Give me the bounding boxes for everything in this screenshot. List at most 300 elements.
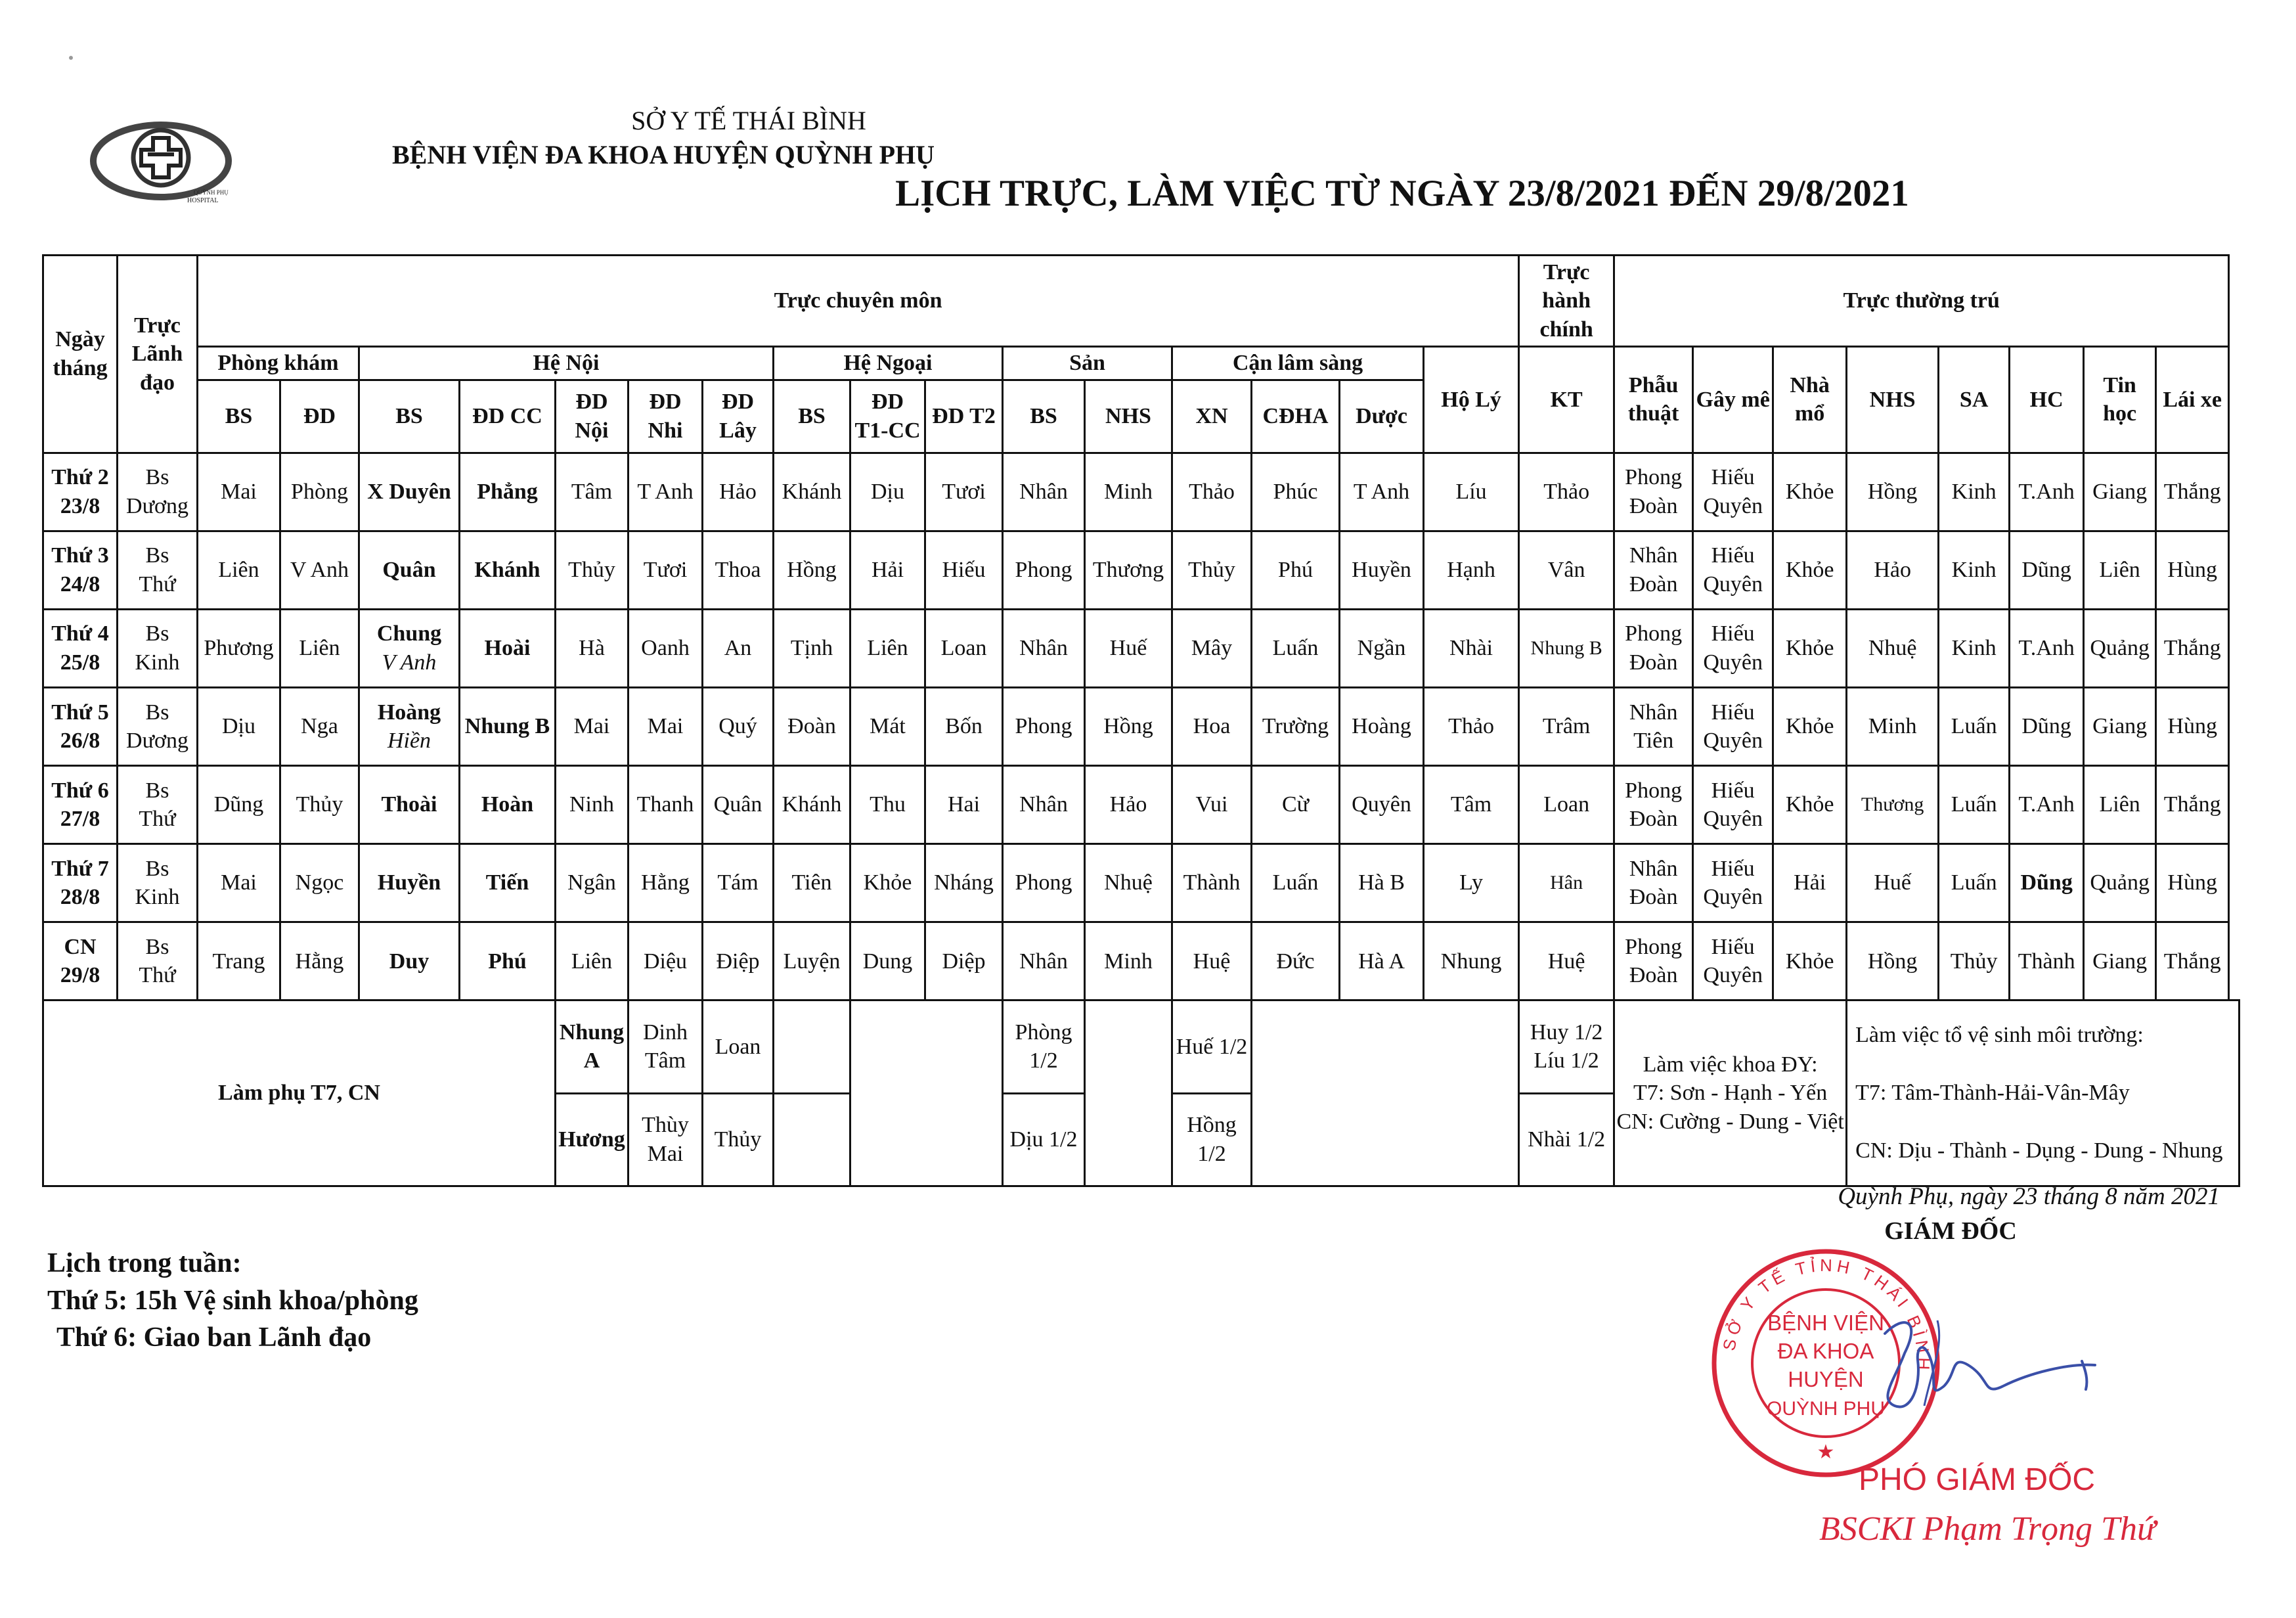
day-date: 25/8	[60, 650, 100, 675]
cell-lai-xe: Thắng	[2156, 453, 2229, 531]
weekend-t2-1a: Phòng	[1015, 1020, 1072, 1045]
cell-hn-dd-nhi: Diệu	[629, 922, 703, 1000]
cell-pt-1: Phong	[1625, 778, 1683, 803]
weekend-lay-2	[774, 1093, 850, 1186]
day-label: Thứ 4	[51, 621, 109, 646]
cell-gm-2: Quyên	[1703, 885, 1763, 910]
weekend-ddcc-1: Nhung A	[556, 1000, 629, 1093]
leader-name: Kinh	[135, 650, 180, 675]
stamp-line-3: HUYỆN	[1788, 1367, 1864, 1391]
header-kt: KT	[1519, 346, 1614, 453]
cell-sa: Kinh	[1939, 453, 2010, 531]
day-date: 29/8	[60, 963, 100, 988]
cell-sa: Thủy	[1939, 922, 2010, 1000]
cell-hn-bs-2: Hiền	[387, 729, 431, 753]
cell-nha-mo: Khỏe	[1773, 531, 1847, 609]
cell-ho-ly: Líu	[1424, 453, 1519, 531]
cell-duoc: Huyền	[1340, 531, 1424, 609]
header-leader: Trực Lãnh đạo	[118, 256, 198, 453]
cell-lai-xe: Hùng	[2156, 531, 2229, 609]
cell-hn-ddcc: Phú	[460, 922, 556, 1000]
cell-pt-2: Đoàn	[1629, 885, 1678, 910]
cell-hng-bs: Hồng	[774, 531, 850, 609]
cell-xn: Thảo	[1172, 453, 1252, 531]
header-clinic: Phòng khám	[198, 346, 359, 380]
notes-title: Lịch trong tuần:	[47, 1248, 242, 1278]
cell-hn-ddcc: Hoàn	[460, 766, 556, 844]
cell-sa: Luấn	[1939, 688, 2010, 766]
cell-gm-1: Hiếu	[1711, 621, 1755, 646]
weekend-nhi-1: Loan	[703, 1000, 774, 1093]
leader-title: Bs	[145, 465, 169, 490]
leader-title: Bs	[145, 778, 169, 803]
cell-nhs: Thương	[1847, 766, 1939, 844]
leader-name: Kinh	[135, 885, 180, 910]
header-midwife: NHS	[1847, 346, 1939, 453]
day-label: Thứ 5	[51, 700, 109, 725]
cell-nha-mo: Khỏe	[1773, 766, 1847, 844]
cell-pk-dd: Thủy	[280, 766, 359, 844]
day-date: 23/8	[60, 493, 100, 518]
cell-nha-mo: Khỏe	[1773, 922, 1847, 1000]
cell-san-nhs: Hồng	[1085, 688, 1172, 766]
stamp-line-2: ĐA KHOA	[1777, 1339, 1874, 1363]
cell-hn-bs: Quân	[382, 558, 436, 583]
cell-nhs: Hảo	[1847, 531, 1939, 609]
cell-tin-hoc: Liên	[2084, 531, 2156, 609]
cell-pt-1: Phong	[1625, 934, 1683, 959]
cell-gm-1: Hiếu	[1711, 778, 1755, 803]
cell-hc: T.Anh	[2010, 609, 2084, 687]
cell-san-bs: Phong	[1003, 688, 1085, 766]
signature	[1859, 1307, 2108, 1419]
cell-hn-ddcc: Hoài	[460, 609, 556, 687]
leader-name: Thứ	[139, 572, 176, 596]
header-orderly: Hộ Lý	[1424, 346, 1519, 453]
header-surgery: Phẫu thuật	[1614, 346, 1693, 453]
department-name: SỞ Y TẾ THÁI BÌNH	[631, 106, 866, 135]
cell-hn-dd-noi: Thủy	[556, 531, 629, 609]
cell-san-bs: Nhân	[1003, 922, 1085, 1000]
header-hn-dd-nhi: ĐD Nhi	[629, 380, 703, 453]
day-label: Thứ 6	[51, 778, 109, 803]
cell-hng-t2: Nháng	[925, 844, 1003, 922]
cell-pk-dd: Nga	[280, 688, 359, 766]
cell-pt-1: Nhân	[1629, 543, 1678, 568]
cell-gm-2: Quyên	[1703, 493, 1763, 518]
cell-ho-ly: Ly	[1424, 844, 1519, 922]
table-row	[43, 922, 2240, 1000]
dy-t7: T7: Sơn - Hạnh - Yến	[1633, 1081, 1828, 1106]
cell-xn: Vui	[1172, 766, 1252, 844]
cell-nhs: Huế	[1847, 844, 1939, 922]
cell-hn-dd-nhi: Mai	[629, 688, 703, 766]
cell-gm-1: Hiếu	[1711, 934, 1755, 959]
cell-hn-dd-lay: Quý	[703, 688, 774, 766]
header-pk-bs: BS	[198, 380, 280, 453]
cell-hn-dd-nhi: Oanh	[629, 609, 703, 687]
note-2: Thứ 6: Giao ban Lãnh đạo	[56, 1322, 372, 1353]
cell-sa: Kinh	[1939, 609, 2010, 687]
weekend-noi-1a: Dinh	[643, 1020, 688, 1045]
weekend-ddcc-2: Hương	[556, 1093, 629, 1186]
weekend-nhi-2: Thủy	[703, 1093, 774, 1186]
cell-pk-dd: V Anh	[280, 531, 359, 609]
header-xn: XN	[1172, 380, 1252, 453]
weekend-t2-2: Dịu 1/2	[1003, 1093, 1085, 1186]
vs-cn: CN: Dịu - Thành - Dụng - Dung - Nhung	[1855, 1138, 2223, 1163]
cell-pt-1: Phong	[1625, 465, 1683, 490]
cell-hng-t1cc: Liên	[850, 609, 925, 687]
cell-hn-dd-lay: Thoa	[703, 531, 774, 609]
cell-hn-dd-lay: Quân	[703, 766, 774, 844]
weekend-noi-1b: Tâm	[644, 1048, 686, 1073]
leader-title: Bs	[145, 856, 169, 881]
signing-date: Quỳnh Phụ, ngày 23 tháng 8 năm 2021	[1838, 1183, 2220, 1210]
note-1: Thứ 5: 15h Vệ sinh khoa/phòng	[47, 1285, 418, 1316]
cell-duoc: Hoàng	[1340, 688, 1424, 766]
header-hn-ddcc: ĐD CC	[460, 380, 556, 453]
cell-hn-bs: Thoài	[381, 792, 437, 817]
weekend-noi-2b: Mai	[647, 1141, 684, 1166]
cell-hng-t2: Loan	[925, 609, 1003, 687]
weekend-noi-2a: Thùy	[642, 1113, 689, 1138]
leader-name: Thứ	[139, 963, 176, 988]
weekend-holy-1a: Huy 1/2	[1530, 1020, 1603, 1045]
cell-lai-xe: Thắng	[2156, 609, 2229, 687]
stamp-line-1: BỆNH VIỆN	[1767, 1311, 1884, 1335]
cell-lai-xe: Thắng	[2156, 766, 2229, 844]
cell-hn-dd-noi: Mai	[556, 688, 629, 766]
cell-cdha: Đức	[1252, 922, 1340, 1000]
weekly-notes	[47, 1245, 418, 1357]
cell-pk-dd: Ngọc	[280, 844, 359, 922]
vs-t7: T7: Tâm-Thành-Hải-Vân-Mây	[1855, 1080, 2130, 1105]
cell-pt-2: Đoàn	[1629, 493, 1678, 518]
leader-title: Bs	[145, 934, 169, 959]
cell-hn-dd-noi: Tâm	[556, 453, 629, 531]
cell-gm-1: Hiếu	[1711, 700, 1755, 725]
weekend-blank-surgical	[850, 1000, 1003, 1186]
cell-duoc: Quyên	[1340, 766, 1424, 844]
leader-name: Thứ	[139, 807, 176, 832]
cell-hn-bs: X Duyên	[367, 480, 451, 505]
day-label: Thứ 7	[51, 856, 109, 881]
cell-hn-dd-nhi: Hằng	[629, 844, 703, 922]
cell-nhs: Hồng	[1847, 453, 1939, 531]
leader-name: Dương	[126, 493, 188, 518]
table-row	[43, 766, 2240, 844]
cell-hn-dd-noi: Ninh	[556, 766, 629, 844]
cell-sa: Kinh	[1939, 531, 2010, 609]
cell-xn: Thủy	[1172, 531, 1252, 609]
document-title: LỊCH TRỰC, LÀM VIỆC TỪ NGÀY 23/8/2021 ĐẾN 29/8/2021	[895, 173, 1909, 214]
table-row	[43, 688, 2240, 766]
signer-name: BSCKI Phạm Trọng Thứ	[1819, 1510, 2156, 1548]
cell-gm-2: Quyên	[1703, 963, 1763, 988]
cell-ho-ly: Tâm	[1424, 766, 1519, 844]
cell-nha-mo: Khỏe	[1773, 609, 1847, 687]
svg-text:★: ★	[1817, 1441, 1835, 1463]
header-san-bs: BS	[1003, 380, 1085, 453]
cell-pk-bs: Dũng	[198, 766, 280, 844]
duty-schedule-table	[42, 254, 2240, 1187]
cell-hn-dd-lay: Điệp	[703, 922, 774, 1000]
header-operating-room: Nhà mổ	[1773, 346, 1847, 453]
cell-gm-2: Quyên	[1703, 572, 1763, 596]
table-row	[43, 609, 2240, 687]
cell-hn-bs-2: V Anh	[382, 650, 437, 675]
cell-sa: Luấn	[1939, 766, 2010, 844]
cell-hn-dd-nhi: Tươi	[629, 531, 703, 609]
cell-hng-bs: Khánh	[774, 453, 850, 531]
cell-duoc: T Anh	[1340, 453, 1424, 531]
cell-cdha: Phúc	[1252, 453, 1340, 531]
cell-pk-bs: Trang	[198, 922, 280, 1000]
cell-ho-ly: Nhài	[1424, 609, 1519, 687]
cell-kt: Vân	[1519, 531, 1614, 609]
cell-san-nhs: Huế	[1085, 609, 1172, 687]
header-admin-duty: Trực hành chính	[1519, 256, 1614, 347]
cell-kt: Loan	[1519, 766, 1614, 844]
cell-hng-bs: Tiên	[774, 844, 850, 922]
table-row	[43, 844, 2240, 922]
cell-cdha: Trường	[1252, 688, 1340, 766]
header-hn-bs: BS	[359, 380, 460, 453]
cell-pt-2: Tiên	[1633, 729, 1674, 753]
header-date: Ngày tháng	[43, 256, 118, 453]
cell-hc: Dũng	[2010, 531, 2084, 609]
cell-gm-2: Quyên	[1703, 807, 1763, 832]
header-paraclinical: Cận lâm sàng	[1172, 346, 1424, 380]
header-hng-t2: ĐD T2	[925, 380, 1003, 453]
day-date: 28/8	[60, 885, 100, 910]
cell-san-nhs: Thương	[1085, 531, 1172, 609]
cell-hng-t1cc: Hải	[850, 531, 925, 609]
dy-title: Làm việc khoa ĐY:	[1643, 1052, 1818, 1077]
header-hn-dd-noi: ĐD Nội	[556, 380, 629, 453]
cell-san-bs: Phong	[1003, 531, 1085, 609]
cell-nha-mo: Khỏe	[1773, 688, 1847, 766]
header-professional-duty: Trực chuyên môn	[198, 256, 1519, 347]
cell-hc: Dũng	[2010, 688, 2084, 766]
cell-nhs: Minh	[1847, 688, 1939, 766]
cell-tin-hoc: Quảng	[2084, 844, 2156, 922]
hospital-name: BỆNH VIỆN ĐA KHOA HUYỆN QUỲNH PHỤ	[391, 140, 935, 169]
cell-cdha: Cừ	[1252, 766, 1340, 844]
cell-pk-bs: Mai	[198, 844, 280, 922]
cell-hng-bs: Luyện	[774, 922, 850, 1000]
cell-hn-dd-noi: Hà	[556, 609, 629, 687]
leader-name: Dương	[126, 729, 188, 753]
header-obstetrics: Sản	[1003, 346, 1172, 380]
cell-san-bs: Nhân	[1003, 609, 1085, 687]
leader-title: Bs	[145, 543, 169, 568]
cell-gm-1: Hiếu	[1711, 465, 1755, 490]
cell-pt-2: Đoàn	[1629, 963, 1678, 988]
header-hng-bs: BS	[774, 380, 850, 453]
cell-tin-hoc: Quảng	[2084, 609, 2156, 687]
cell-pt-1: Nhân	[1629, 700, 1678, 725]
cell-gm-2: Quyên	[1703, 729, 1763, 753]
weekend-row-1	[43, 1000, 2240, 1093]
weekend-blank-paraclinical	[1252, 1000, 1519, 1186]
weekend-blank-san-bs	[1085, 1000, 1172, 1186]
cell-hn-bs: Chung	[376, 621, 442, 646]
cell-duoc: Hà B	[1340, 844, 1424, 922]
cell-hn-bs: Hoàng	[377, 700, 441, 725]
cell-pt-2: Đoàn	[1629, 572, 1678, 596]
cell-gm-1: Hiếu	[1711, 543, 1755, 568]
cell-gm-2: Quyên	[1703, 650, 1763, 675]
cell-duoc: Ngần	[1340, 609, 1424, 687]
day-date: 26/8	[60, 729, 100, 753]
cell-tin-hoc: Giang	[2084, 453, 2156, 531]
weekend-sanitation	[1847, 1000, 2240, 1186]
cell-hng-t1cc: Dịu	[850, 453, 925, 531]
cell-hng-t2: Bốn	[925, 688, 1003, 766]
header-hng-t1cc: ĐD T1-CC	[850, 380, 925, 453]
cell-hng-t2: Hai	[925, 766, 1003, 844]
cell-cdha: Luấn	[1252, 844, 1340, 922]
weekend-nhs-2b: 1/2	[1197, 1141, 1226, 1166]
cell-pt-2: Đoàn	[1629, 807, 1678, 832]
weekend-traditional-medicine	[1614, 1000, 1847, 1186]
leader-title: Bs	[145, 621, 169, 646]
cell-hng-t2: Hiếu	[925, 531, 1003, 609]
cell-hc: T.Anh	[2010, 766, 2084, 844]
cell-pk-bs: Dịu	[198, 688, 280, 766]
header-hn-dd-lay: ĐD Lây	[703, 380, 774, 453]
cell-cdha: Luấn	[1252, 609, 1340, 687]
header-surgical: Hệ Ngoại	[774, 346, 1003, 380]
cell-hng-t2: Diệp	[925, 922, 1003, 1000]
cell-pt-1: Nhân	[1629, 856, 1678, 881]
cell-hng-bs: Tịnh	[774, 609, 850, 687]
table-row	[43, 531, 2240, 609]
cell-nhs: Nhuệ	[1847, 609, 1939, 687]
cell-sa: Luấn	[1939, 844, 2010, 922]
cell-tin-hoc: Giang	[2084, 688, 2156, 766]
cell-pt-1: Phong	[1625, 621, 1683, 646]
cell-hn-ddcc: Nhung B	[460, 688, 556, 766]
cell-lai-xe: Hùng	[2156, 844, 2229, 922]
cell-hn-bs: Huyền	[377, 870, 441, 895]
header-ultrasound: SA	[1939, 346, 2010, 453]
stamp-line-4: QUỲNH PHỤ	[1766, 1398, 1886, 1420]
cell-hng-bs: Đoàn	[774, 688, 850, 766]
cell-san-nhs: Minh	[1085, 922, 1172, 1000]
header-anesthesia: Gây mê	[1693, 346, 1773, 453]
cell-san-nhs: Nhuệ	[1085, 844, 1172, 922]
cell-hn-ddcc: Khánh	[460, 531, 556, 609]
vs-title: Làm việc tổ vệ sinh môi trường:	[1855, 1022, 2144, 1047]
header-it: Tin học	[2084, 346, 2156, 453]
cell-hn-dd-nhi: Thanh	[629, 766, 703, 844]
cell-san-bs: Nhân	[1003, 766, 1085, 844]
cell-tin-hoc: Liên	[2084, 766, 2156, 844]
header-san-nhs: NHS	[1085, 380, 1172, 453]
cell-ho-ly: Thảo	[1424, 688, 1519, 766]
header-internal: Hệ Nội	[359, 346, 774, 380]
weekend-nhs-1: Huế 1/2	[1172, 1000, 1252, 1093]
cell-gm-1: Hiếu	[1711, 856, 1755, 881]
cell-xn: Mây	[1172, 609, 1252, 687]
cell-nha-mo: Hải	[1773, 844, 1847, 922]
weekend-t2-1b: 1/2	[1029, 1048, 1058, 1073]
cell-lai-xe: Thắng	[2156, 922, 2229, 1000]
hospital-logo	[82, 118, 240, 210]
header-duoc: Dược	[1340, 380, 1424, 453]
cell-cdha: Phú	[1252, 531, 1340, 609]
cell-san-bs: Phong	[1003, 844, 1085, 922]
cell-hn-ddcc: Phẳng	[460, 453, 556, 531]
cell-xn: Huệ	[1172, 922, 1252, 1000]
logo-text-2: HOSPITAL	[187, 197, 219, 204]
cell-tin-hoc: Giang	[2084, 922, 2156, 1000]
cell-hng-t1cc: Thu	[850, 766, 925, 844]
day-label: Thứ 3	[51, 543, 109, 568]
weekend-nhs-2a: Hồng	[1187, 1113, 1237, 1138]
day-date: 27/8	[60, 807, 100, 832]
cell-kt: Huệ	[1519, 922, 1614, 1000]
cell-hc: Dũng	[2010, 844, 2084, 922]
day-label: Thứ 2	[51, 465, 109, 490]
dy-cn: CN: Cường - Dung - Việt	[1616, 1109, 1844, 1134]
scan-speck	[69, 56, 73, 60]
cell-xn: Hoa	[1172, 688, 1252, 766]
header-driver: Lái xe	[2156, 346, 2229, 453]
header-hc: HC	[2010, 346, 2084, 453]
cell-kt: Thảo	[1519, 453, 1614, 531]
cell-ho-ly: Hạnh	[1424, 531, 1519, 609]
cell-hn-ddcc: Tiến	[460, 844, 556, 922]
weekend-lay-1	[774, 1000, 850, 1093]
cell-kt: Trâm	[1519, 688, 1614, 766]
header-pk-dd: ĐD	[280, 380, 359, 453]
cell-hng-t1cc: Khỏe	[850, 844, 925, 922]
cell-pk-dd: Phòng	[280, 453, 359, 531]
cell-kt: Nhung B	[1519, 609, 1614, 687]
cell-hn-dd-lay: Tám	[703, 844, 774, 922]
cell-hng-t1cc: Dung	[850, 922, 925, 1000]
cell-hn-dd-noi: Liên	[556, 922, 629, 1000]
cell-kt: Hân	[1519, 844, 1614, 922]
cell-pk-bs: Phương	[198, 609, 280, 687]
header-cdha: CĐHA	[1252, 380, 1340, 453]
cell-duoc: Hà A	[1340, 922, 1424, 1000]
cell-hng-t2: Tươi	[925, 453, 1003, 531]
cell-san-nhs: Minh	[1085, 453, 1172, 531]
cell-pk-dd: Hằng	[280, 922, 359, 1000]
cell-xn: Thành	[1172, 844, 1252, 922]
cell-hng-bs: Khánh	[774, 766, 850, 844]
cell-hng-t1cc: Mát	[850, 688, 925, 766]
cell-nhs: Hồng	[1847, 922, 1939, 1000]
day-date: 24/8	[60, 572, 100, 596]
cell-ho-ly: Nhung	[1424, 922, 1519, 1000]
cell-hn-dd-noi: Ngân	[556, 844, 629, 922]
cell-lai-xe: Hùng	[2156, 688, 2229, 766]
weekend-holy-1b: Líu 1/2	[1534, 1048, 1599, 1073]
weekend-holy-2: Nhài 1/2	[1519, 1093, 1614, 1186]
table-row	[43, 453, 2240, 531]
signer-title: PHÓ GIÁM ĐỐC	[1859, 1462, 2096, 1497]
cell-nha-mo: Khỏe	[1773, 453, 1847, 531]
cell-hc: T.Anh	[2010, 453, 2084, 531]
cell-san-bs: Nhân	[1003, 453, 1085, 531]
cell-pk-bs: Mai	[198, 453, 280, 531]
